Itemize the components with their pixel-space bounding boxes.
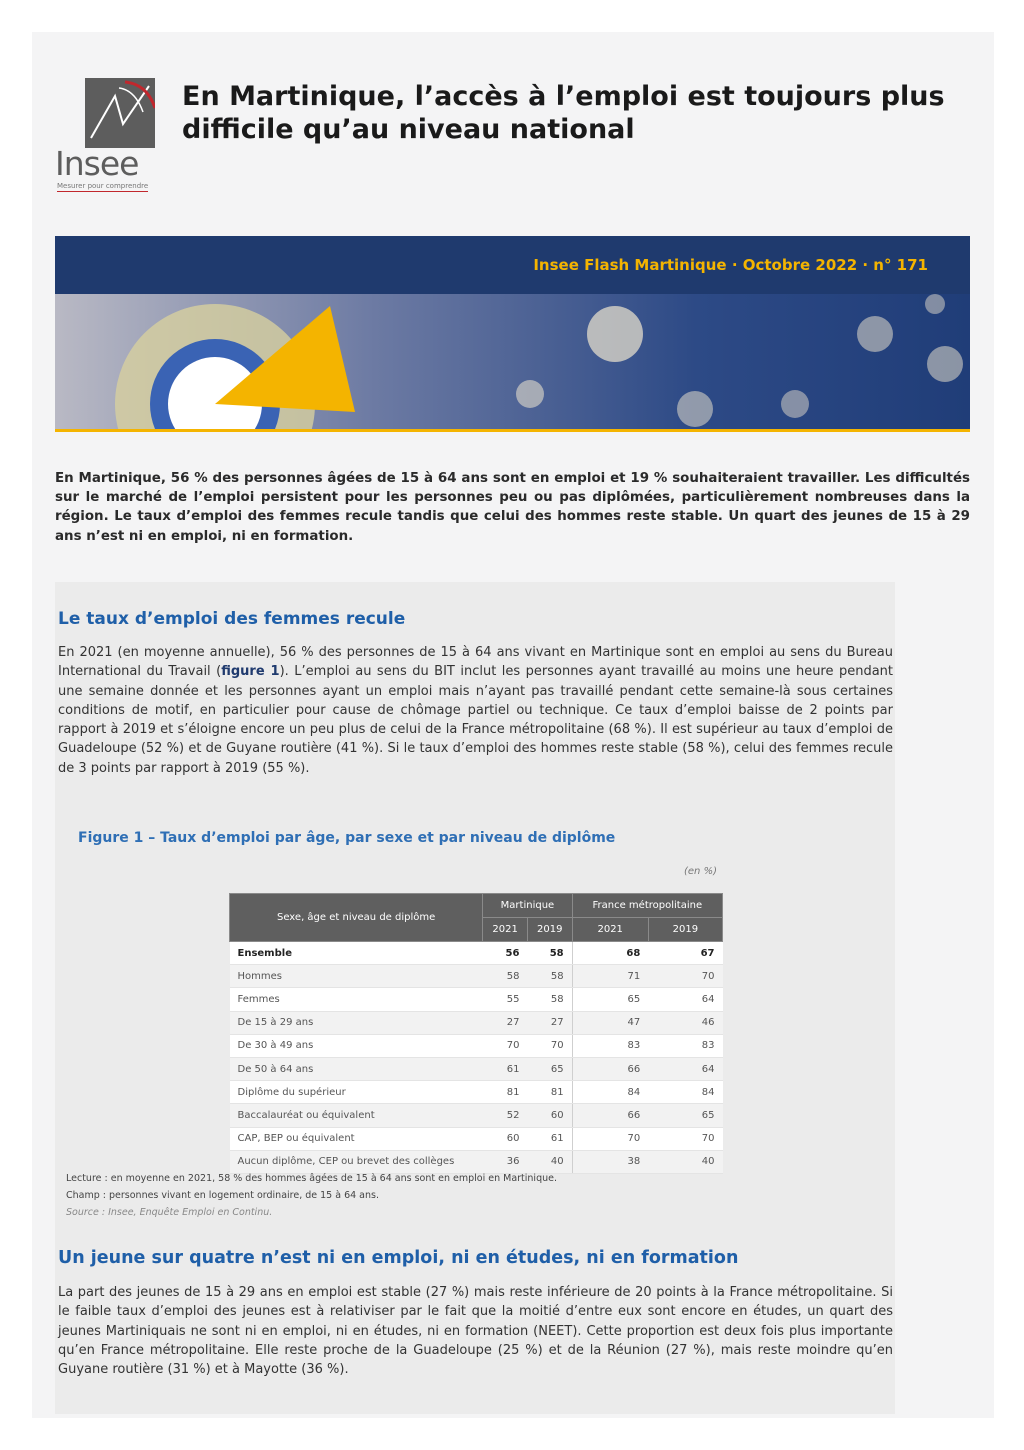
table-row (230, 1011, 723, 1034)
table-row (230, 1057, 723, 1080)
table-row (230, 1150, 723, 1173)
table-row (230, 1081, 723, 1104)
cell-martinique-2021: 27 (483, 1011, 528, 1034)
row-label: Baccalauréat ou équivalent (230, 1104, 483, 1127)
cell-martinique-2019: 61 (527, 1127, 572, 1150)
cell-martinique-2021: 55 (483, 988, 528, 1011)
cell-martinique-2021: 36 (483, 1150, 528, 1173)
martinique-2021-header: 2021 (483, 918, 528, 942)
cell-martinique-2021: 58 (483, 965, 528, 988)
cell-martinique-2019: 58 (527, 988, 572, 1011)
cell-france-2019: 70 (648, 1127, 722, 1150)
section1-text-end: ). L’emploi au sens du BIT inclut les personnes ayant travaillé au moins une heure pendant une semaine donnée et les personnes ayant un emploi mais n’ayant pas travaillé pendant cette semaine-là sous certaines conditions de motif, en particulier pour cause de chômage partiel ou technique. Ce taux d’emploi baisse de 2 points par rapport à 2019 et s’éloigne encore un peu plus de celui de la France métropolitaine (68 %). Il est supérieur au taux d’emploi de Guadeloupe (52 %) et de Guyane routière (41 %). Si le taux d’emploi des hommes reste stable (58 %), celui des femmes recule de 3 points par rapport à 2019 (55 %). (58, 664, 894, 776)
cell-france-2021: 83 (572, 1034, 648, 1057)
cell-france-2021: 68 (572, 942, 648, 965)
cell-martinique-2019: 81 (527, 1081, 572, 1104)
cell-martinique-2021: 60 (483, 1127, 528, 1150)
table-row (230, 942, 723, 965)
cell-france-2019: 67 (648, 942, 722, 965)
cell-france-2019: 65 (648, 1104, 722, 1127)
section2-heading: Un jeune sur quatre n’est ni en emploi, ni en études, ni en formation (58, 1248, 739, 1268)
figure1-scope-note: Champ : personnes vivant en logement ordinaire, de 15 à 64 ans. (66, 1190, 379, 1201)
cell-france-2021: 71 (572, 965, 648, 988)
figure1-title: Figure 1 – Taux d’emploi par âge, par sexe et par niveau de diplôme (78, 830, 616, 846)
cell-france-2019: 40 (648, 1150, 722, 1173)
row-label: Aucun diplôme, CEP ou brevet des collèges (230, 1150, 483, 1173)
cell-france-2021: 84 (572, 1081, 648, 1104)
cell-france-2021: 65 (572, 988, 648, 1011)
cell-france-2021: 70 (572, 1127, 648, 1150)
row-label: De 30 à 49 ans (230, 1034, 483, 1057)
lead-paragraph: En Martinique, 56 % des personnes âgées de 15 à 64 ans sont en emploi et 19 % souhaiteraient travailler. Les difficultés sur le marché de l’emploi persistent pour les personnes peu ou pas diplômées, particulièrement nombreuses dans la région. Le taux d’emploi des femmes recule tandis que celui des hommes reste stable. Un quart des jeunes de 15 à 29 ans n’est ni en emploi, ni en formation. (55, 471, 970, 544)
table-row (230, 1127, 723, 1150)
row-label: CAP, BEP ou équivalent (230, 1127, 483, 1150)
france-2019-header: 2019 (648, 918, 722, 942)
logo-wordmark: Insee (55, 144, 139, 183)
figure1-link[interactable]: figure 1 (221, 664, 280, 680)
cell-martinique-2019: 70 (527, 1034, 572, 1057)
france-header: France métropolitaine (572, 894, 722, 918)
cell-france-2021: 38 (572, 1150, 648, 1173)
table-row (230, 988, 723, 1011)
martinique-2019-header: 2019 (527, 918, 572, 942)
section1-heading: Le taux d’emploi des femmes recule (58, 609, 406, 629)
banner-accent-line (55, 429, 970, 432)
section2-paragraph: La part des jeunes de 15 à 29 ans en emploi est stable (27 %) mais reste inférieure de 20 points à la France métropolitaine. Si le faible taux d’emploi des jeunes est à relativiser par le fait que la moitié d’entre eux sont encore en études, un quart des jeunes Martiniquais ne sont ni en emploi, ni en études, ni en formation (NEET). Cette proportion est deux fois plus importante qu’en France métropolitaine. Elle reste proche de la Guadeloupe (25 %) et de la Réunion (27 %), mais reste moindre qu’en Guyane routière (31 %) et à Mayotte (36 %). (58, 1285, 893, 1378)
section1-text-start: En 2021 (en moyenne annuelle), 56 % des personnes de 15 à 64 ans vivant en Martinique sont en emploi au sens du Bureau International du Travail ( (58, 645, 893, 680)
logo-tagline: Mesurer pour comprendre (57, 182, 149, 190)
cell-martinique-2019: 58 (527, 942, 572, 965)
cell-france-2019: 83 (648, 1034, 722, 1057)
cell-martinique-2019: 60 (527, 1104, 572, 1127)
row-label-header: Sexe, âge et niveau de diplôme (230, 894, 483, 942)
insee-logo (55, 78, 165, 196)
publication-label: Insee Flash Martinique · Octobre 2022 · n° 171 (533, 256, 928, 274)
cell-france-2019: 46 (648, 1011, 722, 1034)
table-row (230, 1104, 723, 1127)
cell-france-2019: 64 (648, 1057, 722, 1080)
cell-martinique-2021: 61 (483, 1057, 528, 1080)
cell-martinique-2021: 56 (483, 942, 528, 965)
row-label: Ensemble (230, 942, 483, 965)
cell-france-2021: 66 (572, 1057, 648, 1080)
figure1-unit: (en %) (684, 866, 717, 877)
cell-france-2019: 84 (648, 1081, 722, 1104)
row-label: Hommes (230, 965, 483, 988)
cell-martinique-2019: 40 (527, 1150, 572, 1173)
france-2021-header: 2021 (572, 918, 648, 942)
cell-martinique-2019: 65 (527, 1057, 572, 1080)
row-label: Femmes (230, 988, 483, 1011)
figure1-table (229, 893, 723, 1174)
section1-paragraph (58, 643, 893, 778)
figure1-reading-note: Lecture : en moyenne en 2021, 58 % des hommes âgées de 15 à 64 ans sont en emploi en Martinique. (66, 1173, 557, 1184)
table-row (230, 1034, 723, 1057)
cell-martinique-2021: 52 (483, 1104, 528, 1127)
row-label: De 15 à 29 ans (230, 1011, 483, 1034)
cell-france-2021: 47 (572, 1011, 648, 1034)
publication-banner (55, 236, 970, 294)
cell-france-2019: 70 (648, 965, 722, 988)
cell-martinique-2021: 70 (483, 1034, 528, 1057)
row-label: Diplôme du supérieur (230, 1081, 483, 1104)
cell-france-2021: 66 (572, 1104, 648, 1127)
logo-mark-icon (85, 78, 155, 148)
cell-martinique-2019: 27 (527, 1011, 572, 1034)
row-label: De 50 à 64 ans (230, 1057, 483, 1080)
martinique-header: Martinique (483, 894, 572, 918)
page-title: En Martinique, l’accès à l’emploi est toujours plus difficile qu’au niveau national (182, 81, 945, 145)
banner-illustration (55, 294, 970, 429)
figure1-source-note: Source : Insee, Enquête Emploi en Continu. (66, 1207, 273, 1218)
table-row (230, 965, 723, 988)
cell-martinique-2021: 81 (483, 1081, 528, 1104)
cell-martinique-2019: 58 (527, 965, 572, 988)
cell-france-2019: 64 (648, 988, 722, 1011)
